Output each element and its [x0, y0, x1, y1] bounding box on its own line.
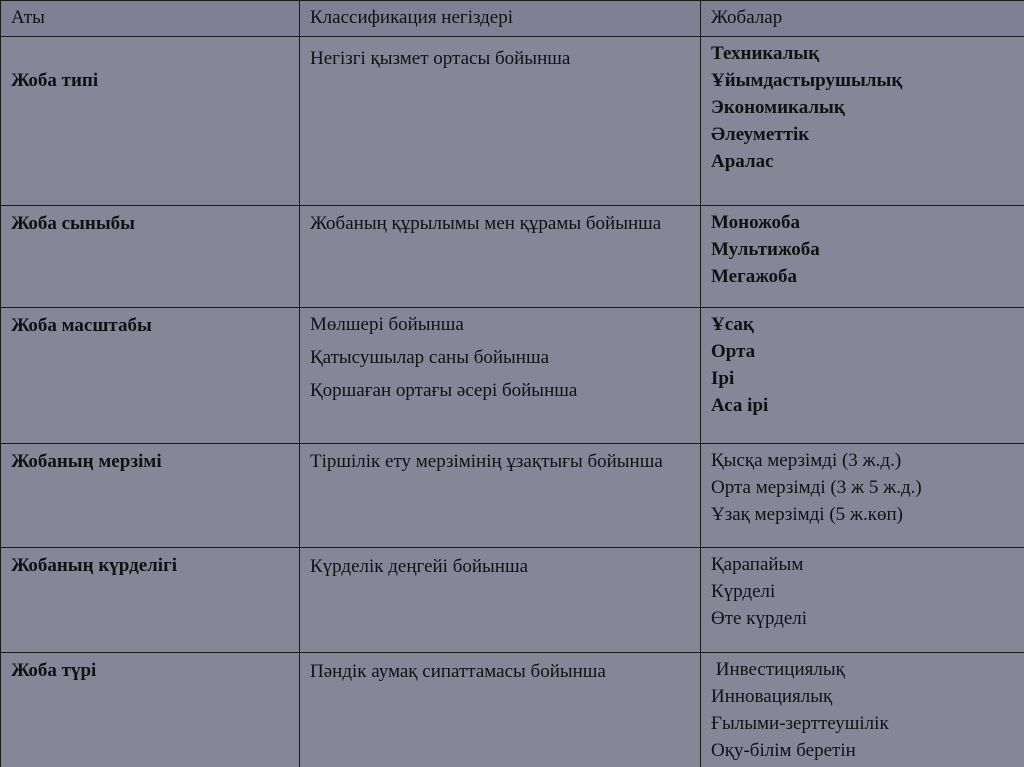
project-item: Инвестициялық	[711, 659, 845, 680]
row-basis-cell	[300, 444, 701, 548]
basis-line: Қатысушылар саны бойынша	[310, 347, 550, 368]
row-basis-cell	[300, 37, 701, 206]
header-name: Аты	[1, 1, 300, 37]
row-name-cell	[1, 548, 300, 653]
row-name: Жоба түрі	[11, 660, 97, 681]
project-item: Мультижоба	[711, 239, 820, 260]
row-name: Жобаның күрделігі	[11, 555, 177, 576]
project-item: Күрделі	[711, 581, 776, 602]
row-projects-cell	[701, 548, 1024, 653]
row-projects-cell	[701, 206, 1024, 308]
basis-line: Қоршаған ортағы әсері бойынша	[310, 380, 578, 401]
project-item: Инновациялық	[711, 686, 833, 707]
project-item: Орта	[711, 341, 756, 362]
table-row	[1, 548, 1024, 653]
project-item: Мегажоба	[711, 266, 798, 287]
row-basis-cell	[300, 308, 701, 444]
table-header-row	[1, 1, 1024, 37]
basis-line: Мөлшері бойынша	[310, 314, 464, 335]
project-item: Ірі	[711, 368, 735, 389]
row-name-cell	[1, 308, 300, 444]
project-item: Ұйымдастырушылық	[711, 70, 903, 91]
project-item: Өте күрделі	[711, 608, 808, 629]
table-row	[1, 37, 1024, 206]
row-name-cell	[1, 206, 300, 308]
table-row	[1, 653, 1024, 767]
project-item: Қысқа мерзімді (3 ж.д.)	[711, 450, 902, 471]
table-row	[1, 206, 1024, 308]
basis-line: Жобаның құрылымы мен құрамы бойынша	[310, 213, 662, 234]
table-row	[1, 308, 1024, 444]
row-name: Жобаның мерзімі	[11, 451, 162, 472]
row-name-cell	[1, 444, 300, 548]
row-name: Жоба масштабы	[11, 315, 152, 336]
project-item: Аса ірі	[711, 395, 769, 416]
project-item: Қарапайым	[711, 554, 804, 575]
project-item: Әлеуметтік	[711, 124, 810, 145]
row-projects-cell	[701, 37, 1024, 206]
header-basis: Классификация негіздері	[300, 1, 701, 37]
basis-line: Негізгі қызмет ортасы бойынша	[310, 48, 571, 69]
project-item: Экономикалық	[711, 97, 845, 118]
row-name: Жоба типі	[11, 70, 99, 91]
row-projects-cell	[701, 653, 1024, 767]
row-name: Жоба сыныбы	[11, 213, 135, 234]
row-name-cell	[1, 37, 300, 206]
project-item: Аралас	[711, 151, 774, 172]
project-item: Ұзақ мерзімді (5 ж.көп)	[711, 504, 904, 525]
row-projects-cell	[701, 308, 1024, 444]
row-basis-cell	[300, 653, 701, 767]
basis-line: Күрделік деңгейі бойынша	[310, 556, 529, 577]
project-item: Ғылыми-зерттеушілік	[711, 713, 889, 734]
basis-line: Тіршілік ету мерзімінің ұзақтығы бойынша	[310, 451, 663, 472]
project-item: Ұсақ	[711, 314, 754, 335]
header-projects: Жобалар	[701, 1, 1024, 37]
basis-line: Пәндік аумақ сипаттамасы бойынша	[310, 661, 606, 682]
project-item: Моножоба	[711, 212, 800, 233]
project-item: Орта мерзімді (3 ж 5 ж.д.)	[711, 477, 922, 498]
row-basis-cell	[300, 548, 701, 653]
table-row	[1, 444, 1024, 548]
row-basis-cell	[300, 206, 701, 308]
project-item: Оқу-білім беретін	[711, 740, 856, 761]
row-projects-cell	[701, 444, 1024, 548]
project-item: Техникалық	[711, 43, 820, 64]
row-name-cell	[1, 653, 300, 767]
